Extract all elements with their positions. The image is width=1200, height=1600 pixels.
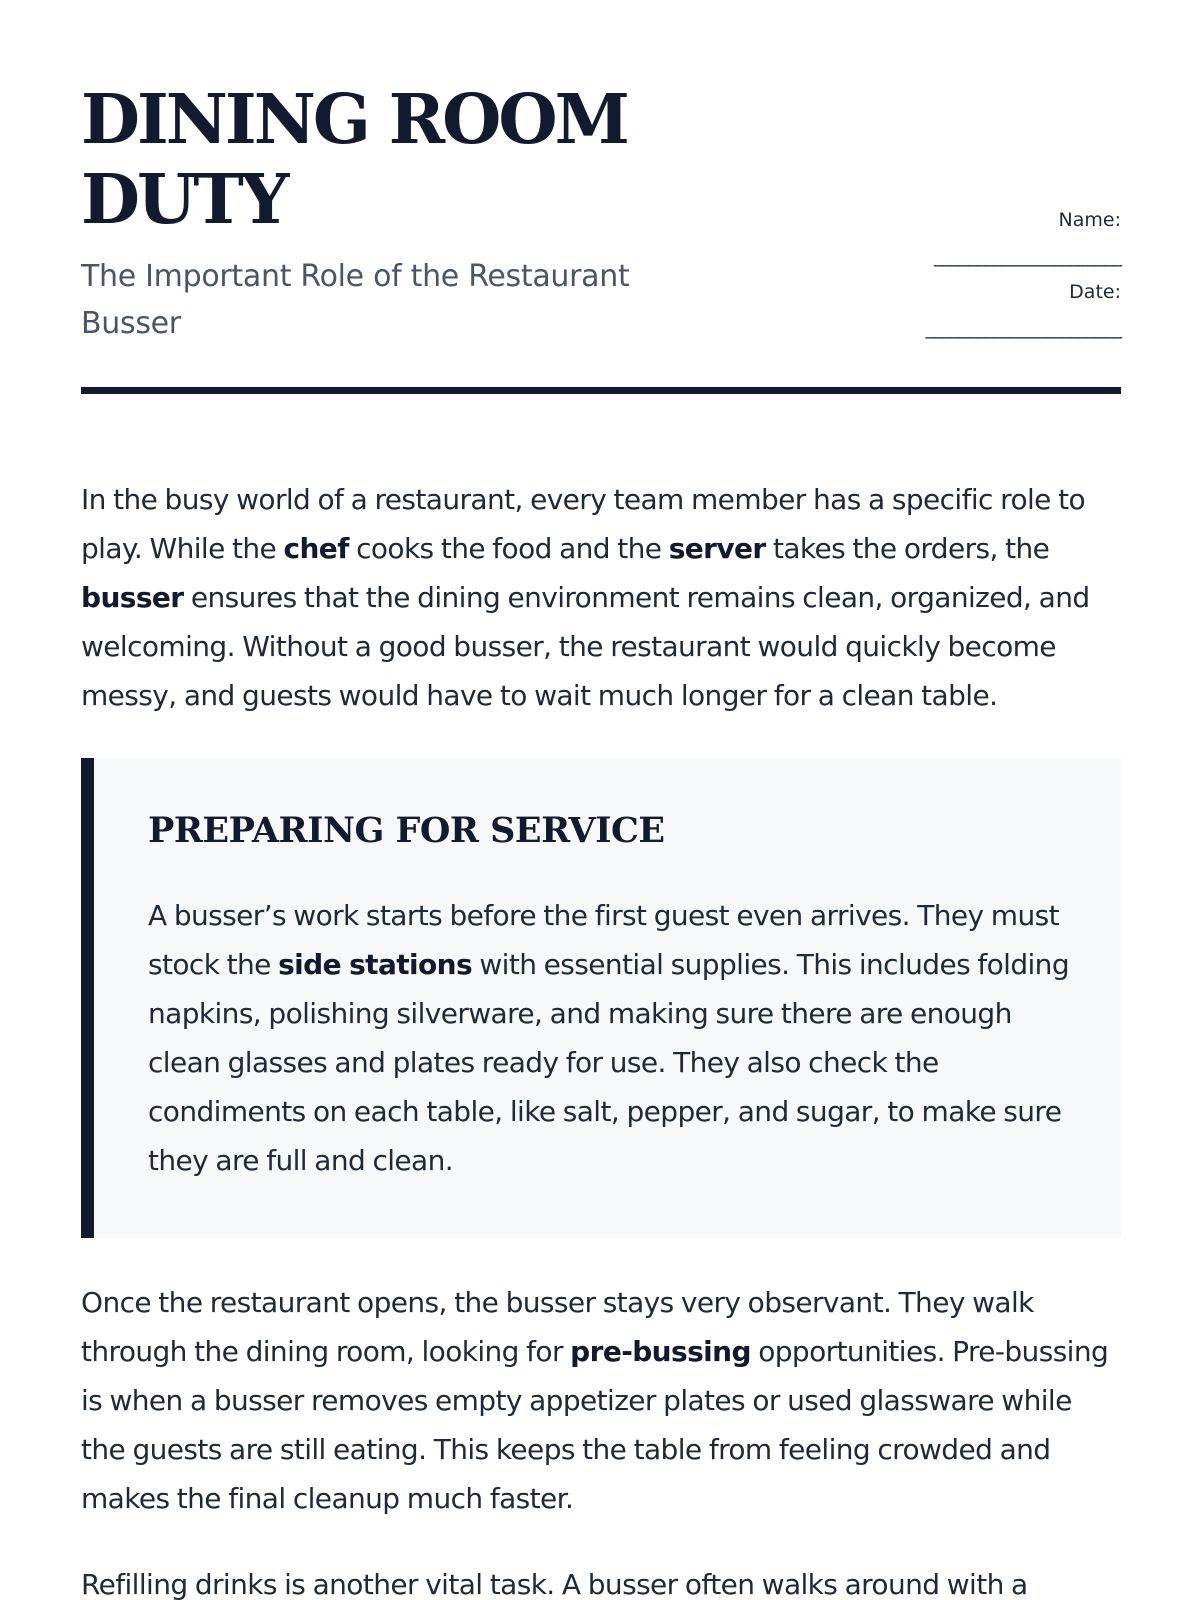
date-field-line[interactable]: _______________________ <box>925 317 1121 339</box>
title-line-1: DINING ROOM <box>81 80 627 160</box>
term-busser: busser <box>81 581 184 614</box>
name-label: Name: <box>1058 209 1121 231</box>
intro-text-4: ensures that the dining environment remains clean, organized, and welcoming. Without a good busser, the restaurant would quickly become messy, and guests would have to wait much longer for a clean table. <box>81 581 1090 712</box>
intro-text-3: takes the orders, the <box>765 532 1050 565</box>
intro-text-1: In the busy world of a restaurant, every team member has a specific role to play. While the <box>81 483 1085 565</box>
para3-text-1: Refilling drinks is another vital task. A busser often walks around with a <box>81 1568 1028 1600</box>
callout-paragraph <box>148 891 1078 1185</box>
term-server: server <box>668 532 766 565</box>
intro-paragraph <box>81 475 1121 720</box>
body-paragraph-3 <box>81 1560 1121 1600</box>
name-date-fields <box>761 205 1121 349</box>
body-paragraph-2 <box>81 1278 1121 1523</box>
worksheet-header <box>81 80 1121 395</box>
callout-text-1: A busser’s work starts before the first guest even arrives. They must stock the <box>148 899 1059 981</box>
para2-text-1: Once the restaurant opens, the busser stays very observant. They walk through the dining room, looking for <box>81 1286 1034 1368</box>
header-divider <box>81 387 1121 394</box>
term-pre-bussing: pre-bussing <box>570 1335 751 1368</box>
callout-text-2: with essential supplies. This includes folding napkins, polishing silverware, and making sure there are enough clean glasses and plates ready for use. They also check the condiments on each table, like salt, pepper, and sugar, to make sure they are full and clean. <box>148 948 1069 1177</box>
title-line-2: DUTY <box>81 160 287 240</box>
callout-title: PREPARING FOR SERVICE <box>148 810 665 851</box>
term-chef: chef <box>283 532 349 565</box>
intro-text-2: cooks the food and the <box>348 532 669 565</box>
para2-text-2: opportunities. Pre-bussing is when a busser removes empty appetizer plates or used glassware while the guests are still eating. This keeps the table from feeling crowded and makes the final cleanup much faster. <box>81 1335 1109 1515</box>
date-label: Date: <box>1069 281 1121 303</box>
term-side-stations: side stations <box>278 948 473 981</box>
page-subtitle: The Important Role of the Restaurant Busser <box>81 259 630 341</box>
name-field-line[interactable]: ______________________ <box>934 245 1121 267</box>
callout-box <box>81 758 1121 1238</box>
page-title <box>81 80 721 240</box>
